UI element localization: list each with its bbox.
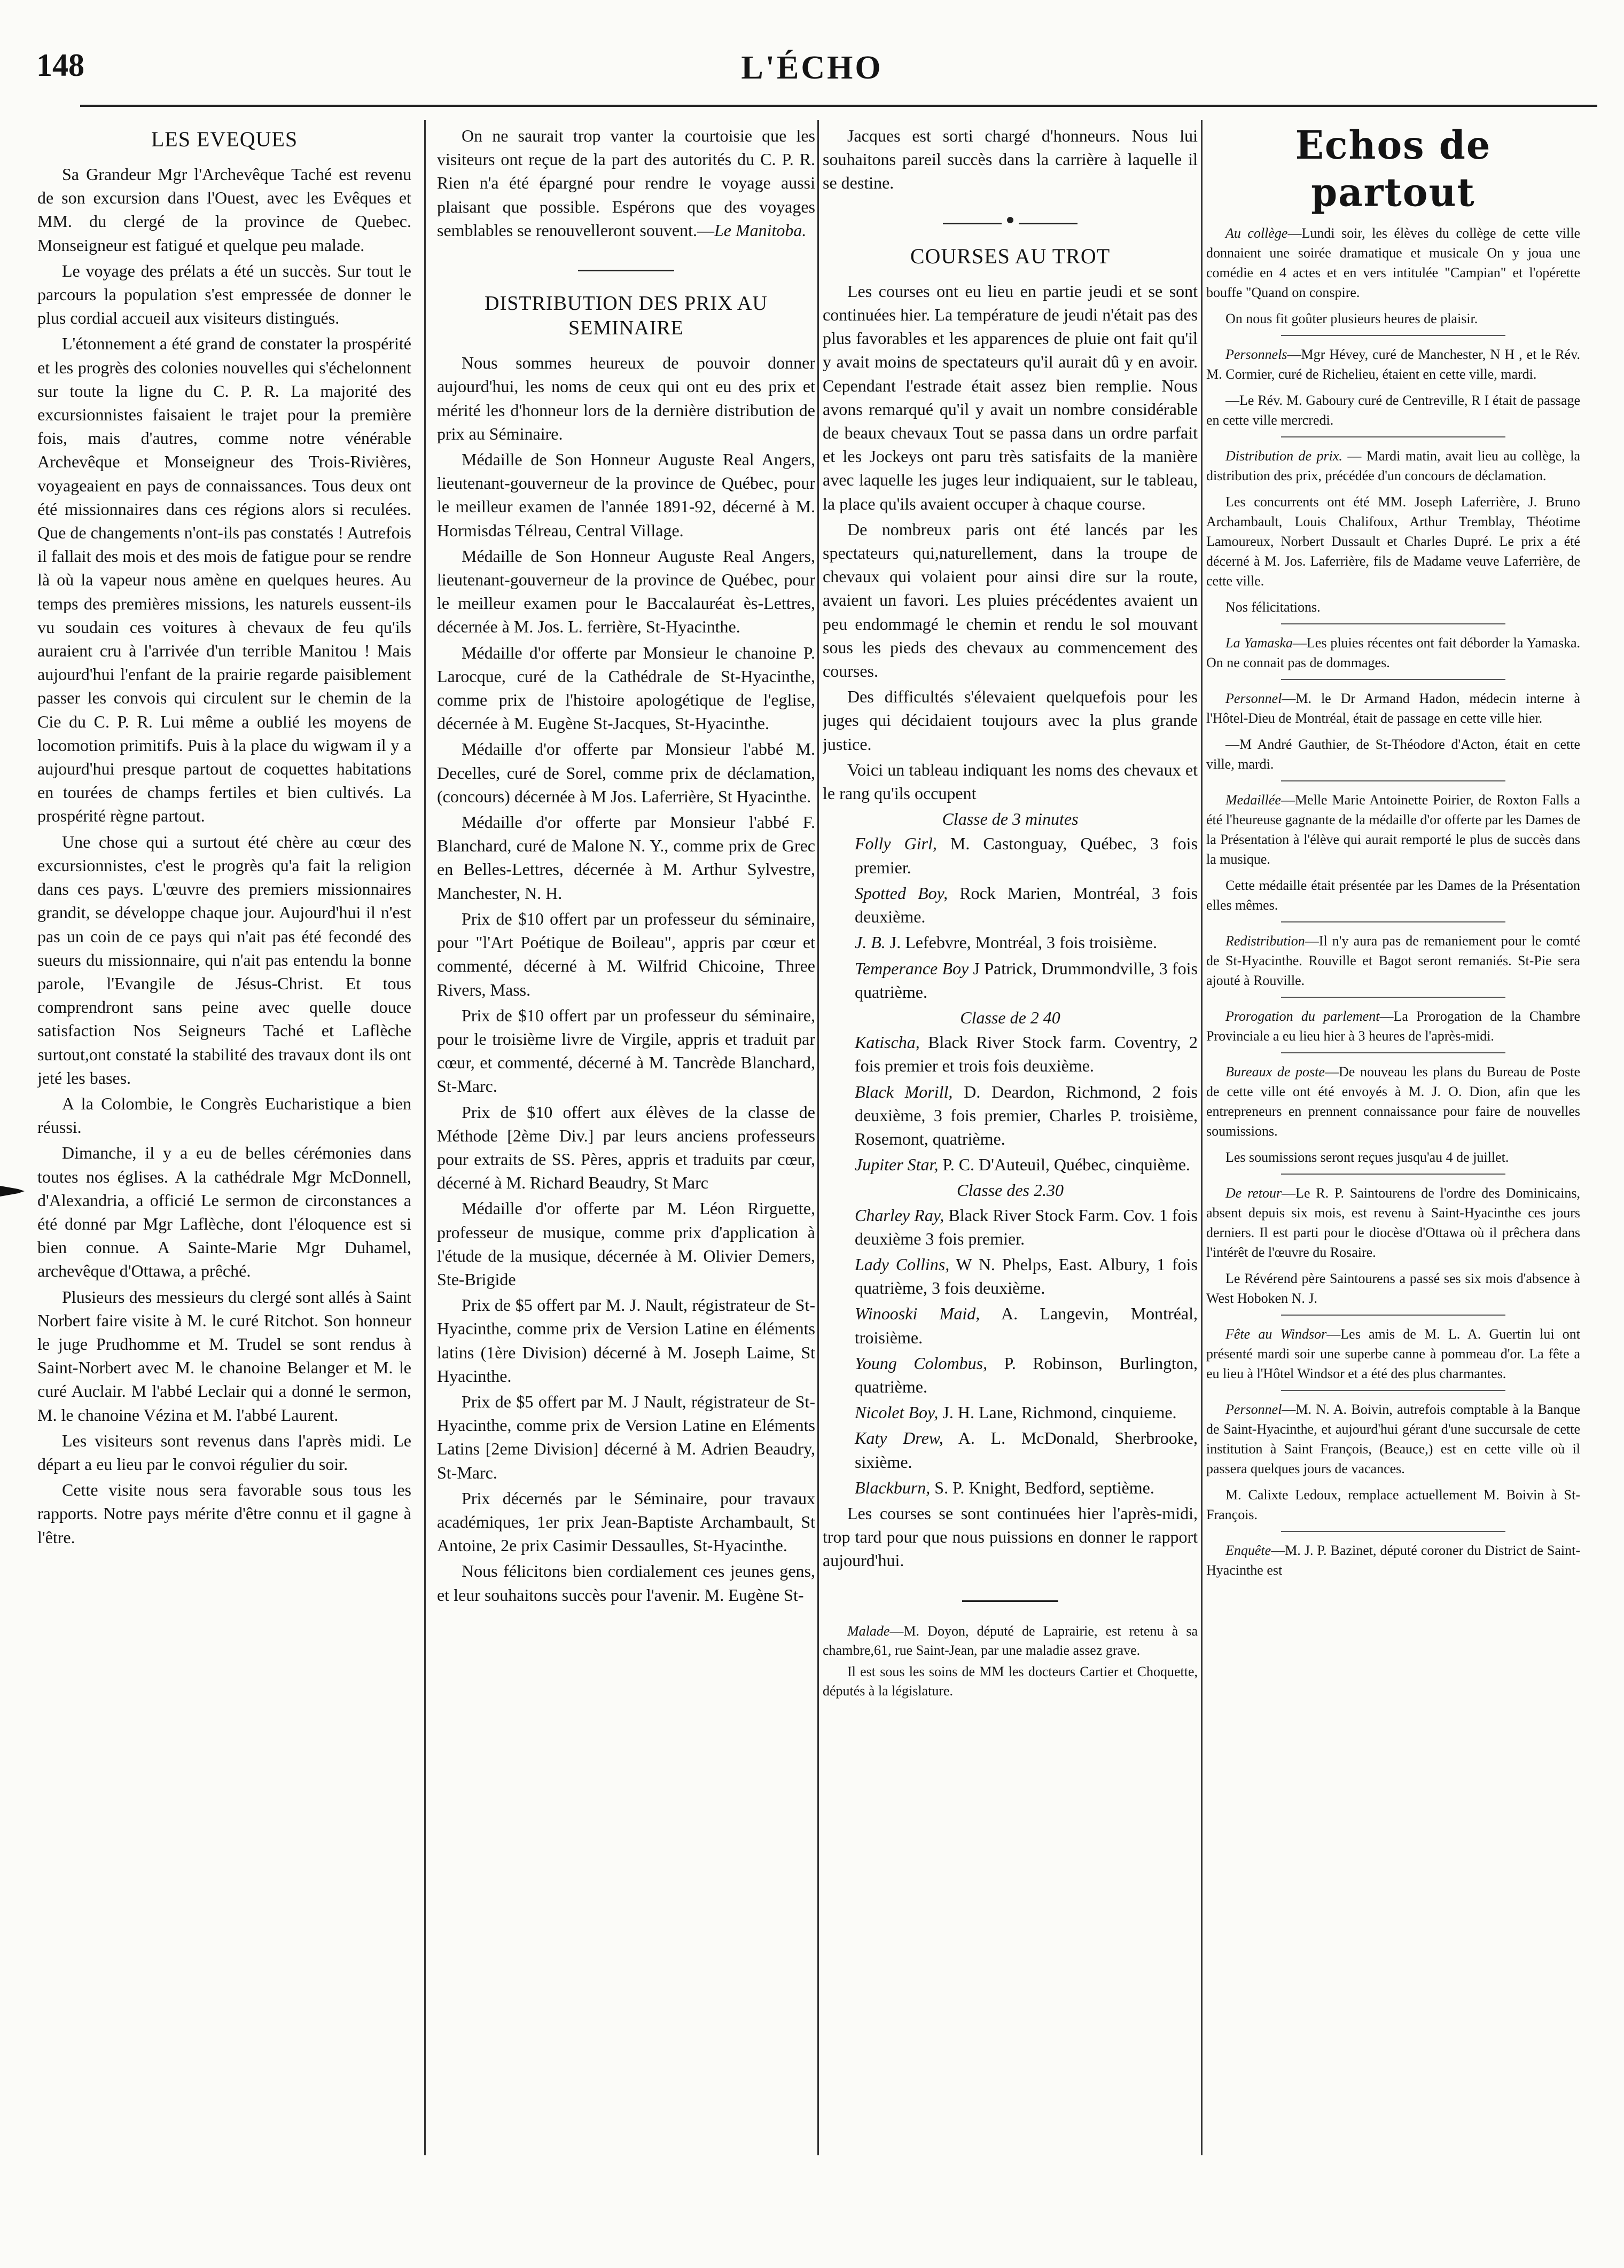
paragraph: Plusieurs des messieurs du clergé sont allés à Saint Norbert faire visite à M. le curé Ritchot. Son honneur le juge Prudhomme et M. Trudel se sont rendus à Saint-Norbert avec M. le chanoine Belanger et M. le curé Auclair. M l'abbé Leclair qui a donné le sermon, M. le chanoine Vézina et M. l'abbé Laurent. xyxy=(37,1287,411,1425)
item-separator xyxy=(1281,997,1505,998)
paragraph: Nous félicitons bien cordialement ces jeunes gens, et leur souhaitons succès pour l'avenir. M. Eugène St- xyxy=(437,1561,815,1605)
news-item: Le Révérend père Saintourens a passé ses six mois d'absence à West Hoboken N. J. xyxy=(1206,1271,1580,1306)
race-entry: Katischa, Black River Stock farm. Coventry, 2 fois premier et trois fois deuxième. xyxy=(855,1033,1198,1076)
paragraph: Dimanche, il y a eu de belles cérémonies dans toutes nos églises. A la cathédrale Mgr McDonnell, d'Alexandria, a officié Le sermon de circonstances a été donné par Mgr Laflèche, dont l'éloquence est si bien connue. A Sainte-Marie Mgr Duhamel, archevêque d'Ottawa, a prêché. xyxy=(37,1143,411,1281)
item-separator xyxy=(1281,1531,1505,1532)
news-item: Cette médaille était présentée par les Dames de la Présentation elles mêmes. xyxy=(1206,878,1580,913)
paragraph: Prix de $10 offert par un professeur du séminaire, pour le troisième livre de Virgile, appris et traduit par cœur, et commenté, décerné à M. Tancrède Blanchard, St-Marc. xyxy=(437,1005,815,1096)
race-entry: Temperance Boy J Patrick, Drummondville, 3 fois quatrième. xyxy=(855,958,1198,1002)
echos-title: Echos de partout xyxy=(1295,124,1492,216)
news-item: Les concurrents ont été MM. Joseph Laferrière, J. Bruno Archambault, Louis Chalifoux, Arthur Tremblay, Théotime Lamoureux, Norbert Dussault et Charles Dupré. Le prix a été décerné à M. Jos. Laferrière, fils de Madame veuve Laferrière, de cette ville. xyxy=(1206,494,1580,589)
news-item-malade: Malade—M. Doyon, député de Laprairie, est retenu à sa chambre,61, rue Saint-Jean, par une maladie assez grave. xyxy=(823,1623,1198,1658)
news-item: Fête au Windsor—Les amis de M. L. A. Guertin lui ont présenté mardi soir une superbe canne à pommeau d'or. La fête a eu lieu à l'Hôtel Windsor et a été des plus charmantes. xyxy=(1206,1326,1580,1381)
race-entry: Black Morill, D. Deardon, Richmond, 2 fois deuxième, 3 fois premier, Charles P. troisième, Rosemont, quatrième. xyxy=(855,1082,1198,1148)
column-divider xyxy=(424,120,426,2155)
margin-arrow-icon xyxy=(0,1179,25,1201)
paragraph: Voici un tableau indiquant les noms des chevaux et le rang qu'ils occupent xyxy=(823,760,1198,803)
race-entry: Lady Collins, W N. Phelps, East. Albury, 1 fois quatrième, 3 fois deuxième. xyxy=(855,1254,1198,1298)
item-separator xyxy=(1281,1052,1505,1053)
column-3 xyxy=(823,124,1198,2154)
paragraph: L'étonnement a été grand de constater la prospérité et les progrès des colonies nouvelles qui s'échelonnent sur toute la ligne du C. P. R. La majorité des excursionnistes faisaient le trajet pour la première fois, mais d'autres, comme notre vénérable Archevêque et Monseigneur des Trois-Rivières, voyageaient en pays de connaissances. Tous deux ont été missionnaires dans ces régions alors si reculées. Que de changements n'ont-ils pas constatés ! Autrefois il fallait des mois et des mois de fatigue pour se rendre là où la vapeur nous amène en quelques heures. Au temps des premières missions, les naturels eussent-ils vu soudain ces voitures à chevaux de feu qu'ils auraient cru à l'arrivée d'un terrible Manitou ! Mais aujourd'hui l'enfant de la prairie regarde paisiblement passer les convois qui circulent sur le chemin de la Cie du C. P. R. Lui même a oublié les moyens de locomotion primitifs. Puis à la place du wigwam il y a aujourd'hui presque partout de coquettes habitations en tourées de champs fertiles et bien cultivés. La prospérité règne partout. xyxy=(37,334,411,826)
header-rule xyxy=(80,105,1597,107)
page-number: 148 xyxy=(36,48,84,83)
paragraph: A la Colombie, le Congrès Eucharistique a bien réussi. xyxy=(37,1093,411,1137)
news-item: —M André Gauthier, de St-Théodore d'Acton, était en cette ville, mardi. xyxy=(1206,737,1580,772)
news-item: La Yamaska—Les pluies récentes ont fait déborder la Yamaska. On ne connait pas de dommages. xyxy=(1206,635,1580,670)
paragraph: Nous sommes heureux de pouvoir donner aujourd'hui, les noms de ceux qui ont eu des prix et mérité les d'honneur lors de la dernière distribution de prix au Séminaire. xyxy=(437,353,815,443)
news-item: On nous fit goûter plusieurs heures de plaisir. xyxy=(1225,311,1478,326)
paragraph: Sa Grandeur Mgr l'Archevêque Taché est revenu de son excursion dans l'Ouest, avec les Evêques et MM. du clergé de la province de Quebec. Monseigneur est fatigué et quelque peu malade. xyxy=(37,165,411,255)
paragraph: Médaille d'or offerte par Monsieur le chanoine P. Larocque, curé de la Cathédrale de St-Hyacinthe, comme prix de l'histoire apologétique de l'eglise, décernée à M. Eugène St-Jacques, St-Hyacinthe. xyxy=(437,643,815,733)
column-4 xyxy=(1206,124,1580,2154)
section-separator xyxy=(437,254,815,277)
paragraph: Prix de $10 offert aux élèves de la classe de Méthode [2ème Div.] par leurs anciens professeurs pour extraits de SS. Pères, appris et traduits par cœur, décerné à M. Richard Beaudry, St Marc xyxy=(437,1102,815,1193)
article-heading-eveques: LES EVEQUES xyxy=(151,127,298,151)
item-separator xyxy=(1281,1174,1505,1175)
race-entry: Jupiter Star, P. C. D'Auteuil, Québec, cinquième. xyxy=(855,1155,1190,1175)
news-item: De retour—Le R. P. Saintourens de l'ordre des Dominicains, absent depuis six mois, est revenu à Saint-Hyacinthe ces jours derniers. Il est parti pour le diocèse d'Ottawa où il prêchera dans l'intérêt de l'œuvre du Rosaire. xyxy=(1206,1185,1580,1260)
race-entry: Folly Girl, M. Castonguay, Québec, 3 fois premier. xyxy=(855,834,1198,877)
paragraph: Jacques est sorti chargé d'honneurs. Nous lui souhaitons pareil succès dans la carrière à laquelle il se destine. xyxy=(823,126,1198,193)
paragraph: Les visiteurs sont revenus dans l'après midi. Le départ a eu lieu par le convoi régulier du soir. xyxy=(37,1430,411,1474)
column-2 xyxy=(437,124,815,2154)
paragraph: Médaille de Son Honneur Auguste Real Angers, lieutenant-gouverneur de la province de Québec, pour le meilleur examen pour le Baccalauréat ès-Lettres, décernée à M. Jos. L. ferrière, St-Hyacinthe. xyxy=(437,546,815,637)
column-divider xyxy=(1201,120,1203,2155)
race-class-heading: Classe de 2 40 xyxy=(960,1007,1060,1027)
item-separator xyxy=(1281,679,1505,680)
item-separator xyxy=(1281,921,1505,922)
news-item: Personnels—Mgr Hévey, curé de Manchester, N H , et le Rév. M. Cormier, curé de Richelieu, étaient en cette ville, mardi. xyxy=(1206,347,1580,382)
paragraph xyxy=(437,124,815,242)
paragraph: Médaille de Son Honneur Auguste Real Angers, lieutenant-gouverneur de la province de Québec, pour le meilleur examen de l'année 1891-92, décerné à M. Hormisdas Télreau, Central Village. xyxy=(437,450,815,540)
item-separator xyxy=(1281,1390,1505,1391)
news-item: Enquête—M. J. P. Bazinet, député coroner du District de Saint-Hyacinthe est xyxy=(1206,1543,1580,1578)
news-item: Au collège—Lundi soir, les élèves du collège de cette ville donnaient une soirée dramatique et musicale On y joua une comédie en 4 actes et en vers intitulée "Campian" et l'opérette bouffe "Quand on conspire. xyxy=(1206,225,1580,300)
item-separator xyxy=(1281,1315,1505,1316)
intro-text: On ne saurait trop vanter la courtoisie que les visiteurs ont reçue de la part des autorités du C. P. R. Rien n'a été épargné pour rendre le voyage aussi plaisant que possible. Espérons que des voyages semblables se renouvelleront souvent.— xyxy=(437,126,815,240)
paragraph: Des difficultés s'élevaient quelquefois pour les juges qui décidaient toujours avec la plus grande justice. xyxy=(823,687,1198,754)
race-entry: Charley Ray, Black River Stock Farm. Cov. 1 fois deuxième 3 fois premier. xyxy=(855,1205,1198,1248)
news-item: Nos félicitations. xyxy=(1225,599,1321,615)
paragraph: Prix de $5 offert par M. J. Nault, régistrateur de St-Hyacinthe, comme prix de Version Latine en éléments latins (1ère Division) décerné à M. Joseph Laime, St Hyacinthe. xyxy=(437,1295,815,1386)
source-credit: Le Manitoba. xyxy=(714,220,807,240)
section-separator xyxy=(823,207,1198,230)
race-entry: J. B. J. Lefebvre, Montréal, 3 fois troisième. xyxy=(855,933,1158,952)
race-entry: Young Colombus, P. Robinson, Burlington, quatrième. xyxy=(855,1353,1198,1396)
news-item: Medaillée—Melle Marie Antoinette Poirier, de Roxton Falls a été l'heureuse gagnante de la médaille d'or offerte par les Dames de la Présentation à l'élève qui aurait remporté le plus de succès dans la musique. xyxy=(1206,792,1580,867)
race-class-heading: Classe des 2.30 xyxy=(957,1180,1064,1200)
item-separator xyxy=(1281,780,1505,781)
paragraph: Le voyage des prélats a été un succès. Sur tout le parcours la population s'est empressée de donner le plus cordial accueil aux visiteurs distingués. xyxy=(37,261,411,328)
race-entry: Blackburn, S. P. Knight, Bedford, septième. xyxy=(855,1477,1154,1497)
paragraph: Une chose qui a surtout été chère au cœur des excursionnistes, c'est le progrès qu'a fait la religion dans ces pays. L'œuvre des premiers missionnaires grandit, se développe chaque jour. Aujourd'hui il n'est pas un coin de ce pays qui n'ait pas été fecondé des sueurs du missionnaire, qui n'ait pas entendu la bonne parole, l'Evangile de Jésus-Christ. Et tous comprendront sans peine avec quelle douce satisfaction Nos Seigneurs Taché et Laflèche surtout,ont constaté la stabilité des travaux dont ils ont jeté les bases. xyxy=(37,832,411,1088)
news-item: —Le Rév. M. Gaboury curé de Centreville, R I était de passage en cette ville mercredi. xyxy=(1206,393,1580,428)
news-item-malade-cont: Il est sous les soins de MM les docteurs Cartier et Choquette, députés à la législature. xyxy=(823,1663,1198,1699)
item-separator xyxy=(1281,623,1505,624)
race-class-heading: Classe de 3 minutes xyxy=(942,809,1079,829)
news-item: Personnel—M. le Dr Armand Hadon, médecin interne à l'Hôtel-Dieu de Montréal, était de passage en cette ville hier. xyxy=(1206,691,1580,726)
news-item: Redistribution—Il n'y aura pas de remaniement pour le comté de St-Hyacinthe. Rouville et Bagot seront remaniés. St-Pie sera ajouté à Rouville. xyxy=(1206,933,1580,988)
paragraph: Cette visite nous sera favorable sous tous les rapports. Notre pays mérite d'être connu et il gagne à l'être. xyxy=(37,1480,411,1547)
news-item: Les soumissions seront reçues jusqu'au 4 de juillet. xyxy=(1225,1149,1509,1165)
paragraph: De nombreux paris ont été lancés par les spectateurs qui,naturellement, dans la troupe de chevaux qui volaient pour ainsi dire sur la route, avaient un favori. Les pluies précédentes avaient un peu endommagé le chemin et rendu le sol mouvant sous les pieds des chevaux au commencement des courses. xyxy=(823,519,1198,681)
item-separator xyxy=(1281,335,1505,336)
news-item: M. Calixte Ledoux, remplace actuellement M. Boivin à St-François. xyxy=(1206,1487,1580,1522)
paragraph: Prix décernés par le Séminaire, pour travaux académiques, 1er prix Jean-Baptiste Archambault, St Antoine, 2e prix Casimir Dessaulles, St-Hyacinthe. xyxy=(437,1488,815,1555)
section-separator xyxy=(823,1584,1198,1608)
paragraph: Prix de $10 offert par un professeur du séminaire, pour "l'Art Poétique de Boileau", appris par cœur et commenté, décerné à M. Wilfrid Chicoine, Three Rivers, Mass. xyxy=(437,909,815,999)
paragraph: Prix de $5 offert par M. J Nault, régistrateur de St-Hyacinthe, comme prix de Version Latine en Eléments Latins [2eme Division] décerné à M. Adrien Beaudry, St-Marc. xyxy=(437,1391,815,1482)
news-item: Distribution de prix. — Mardi matin, avait lieu au collège, la distribution des prix, précédée d'un concours de déclamation. xyxy=(1206,448,1580,483)
race-entry: Spotted Boy, Rock Marien, Montréal, 3 fois deuxième. xyxy=(855,883,1198,927)
news-item: Prorogation du parlement—La Prorogation de la Chambre Provinciale a eu lieu hier à 3 heures de l'après-midi. xyxy=(1206,1008,1580,1044)
paragraph: Les courses se sont continuées hier l'après-midi, trop tard pour que nous puissions en donner le rapport aujourd'hui. xyxy=(823,1503,1198,1570)
paragraph: Les courses ont eu lieu en partie jeudi et se sont continuées hier. La température de jeudi n'était pas des plus favorables et les apparences de pluie ont fait qu'il y avait moins de spectateurs qu'il aurait dû y en avoir. Cependant l'estrade était assez bien remplie. Nous avons remarqué qu'il y avait un nombre considérable de beaux chevaux Tout se passa dans un ordre parfait et les Jockeys ont paru très satisfaits de la manière avec laquelle les juges leur indiquaient, sur le tableau, la place qu'ils avaient occuper à chaque course. xyxy=(823,281,1198,513)
column-divider xyxy=(817,120,819,2155)
newspaper-title: L'ÉCHO xyxy=(741,50,883,86)
column-1 xyxy=(37,124,411,2154)
news-item: Personnel—M. N. A. Boivin, autrefois comptable à la Banque de Saint-Hyacinthe, et aujourd'hui gérant d'une succursale de cette institution à Saint François, (Beauce,) est en cette ville où il passera quelques jours de vacances. xyxy=(1206,1402,1580,1476)
race-entry: Winooski Maid, A. Langevin, Montréal, troisième. xyxy=(855,1304,1198,1347)
article-heading-courses: COURSES AU TROT xyxy=(910,244,1111,268)
race-entry: Nicolet Boy, J. H. Lane, Richmond, cinquieme. xyxy=(855,1403,1177,1422)
paragraph: Médaille d'or offerte par Monsieur l'abbé F. Blanchard, curé de Malone N. Y., comme prix de Grec en Belles-Lettres, décernée à M. Arthur Sylvestre, Manchester, N. H. xyxy=(437,812,815,903)
race-entry: Katy Drew, A. L. McDonald, Sherbrooke, sixième. xyxy=(855,1428,1198,1472)
paragraph: Médaille d'or offerte par Monsieur l'abbé M. Decelles, curé de Sorel, comme prix de déclamation, (concours) décernée à M Jos. Laferrière, St Hyacinthe. xyxy=(437,739,815,806)
news-item: Bureaux de poste—De nouveau les plans du Bureau de Poste de cette ville ont été envoyés à M. J. O. Dion, afin que les entrepreneurs en prennent connaissance pour faire de nouvelles soumissions. xyxy=(1206,1064,1580,1139)
article-heading-distribution: DISTRIBUTION DES PRIX AU SEMINAIRE xyxy=(485,292,768,340)
item-separator xyxy=(1281,436,1505,437)
paragraph: Médaille d'or offerte par M. Léon Rirguette, professeur de musique, comme prix d'application à l'étude de la musique, décernée à M. Olivier Demers, Ste-Brigide xyxy=(437,1199,815,1289)
